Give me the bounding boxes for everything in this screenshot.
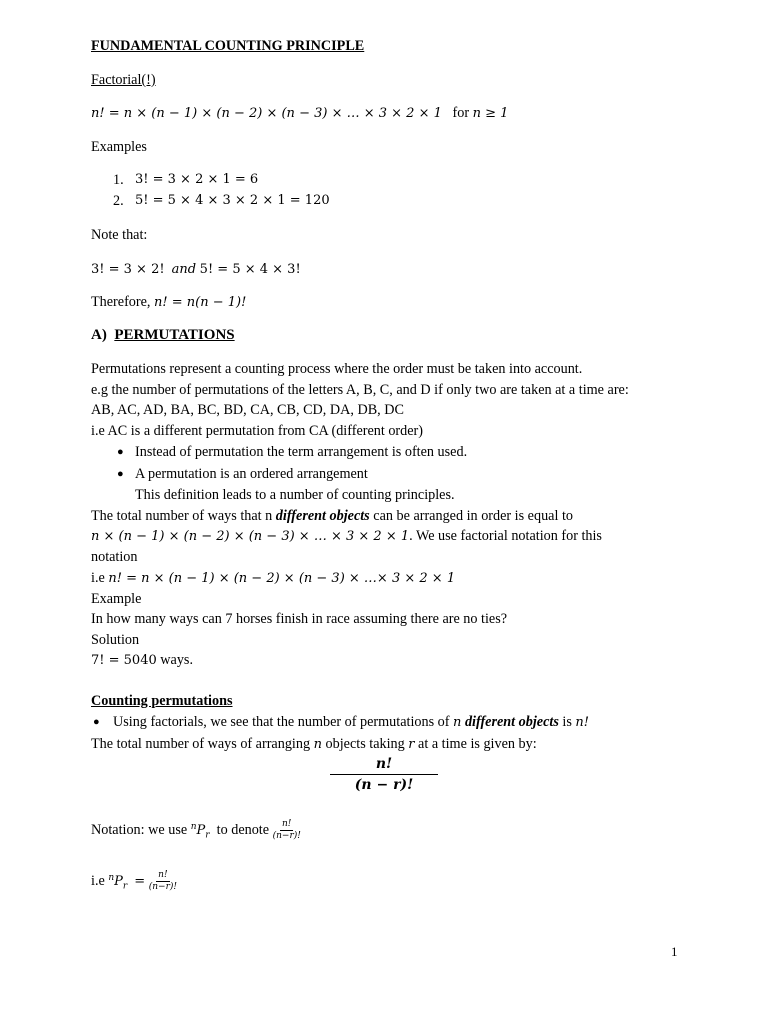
notation-text: Notation: we use xyxy=(91,822,191,838)
page-title: FUNDAMENTAL COUNTING PRINCIPLE xyxy=(91,38,365,54)
section-a-heading xyxy=(91,326,235,344)
example-text: 3! = 3 × 2 × 1 = 6 xyxy=(135,172,259,187)
total-ways-math-line xyxy=(91,527,602,546)
total-ways-tail: . We use factorial notation for this xyxy=(409,528,602,544)
example-heading: Example xyxy=(91,591,142,607)
bullet-text: Instead of permutation the term arrangement is often used. xyxy=(135,444,468,460)
counting-bullet-nf: n! xyxy=(575,715,590,730)
note-line xyxy=(91,260,301,279)
factorial-condition: n ≥ 1 xyxy=(472,106,509,121)
arrange-post: at a time is given by: xyxy=(414,736,537,752)
perm-line: Permutations represent a counting process where the order must be taken into account. xyxy=(91,361,583,377)
permutation-denominator: (n − r)! xyxy=(354,777,414,793)
example-question: In how many ways can 7 horses finish in race assuming there are no ties? xyxy=(91,611,508,627)
permutation-numerator: n! xyxy=(330,755,438,775)
solution-tail: ways. xyxy=(156,652,194,668)
example-number: 2. xyxy=(113,193,124,209)
bullet-icon: ● xyxy=(117,446,124,458)
therefore-text: Therefore, xyxy=(91,294,155,310)
notation-line xyxy=(91,816,301,850)
npr-symbol: $^nP_r$ xyxy=(108,873,128,892)
factorial-condition-text: for xyxy=(452,105,473,121)
npr-symbol: $^nP_r$ xyxy=(190,822,210,841)
page-number: 1 xyxy=(671,944,678,959)
notation-word: notation xyxy=(91,549,138,565)
ie-text: i.e xyxy=(91,570,109,586)
solution-line xyxy=(91,651,193,670)
arrange-n: n xyxy=(313,737,322,752)
factorial-heading: Factorial(!) xyxy=(91,72,156,88)
total-ways-math: n × (n − 1) × (n − 2) × (n − 3) × … × 3 × 2 × 1 xyxy=(91,529,410,544)
section-a-prefix: A) xyxy=(91,327,107,343)
therefore-line xyxy=(91,293,246,312)
ie2-text: i.e xyxy=(91,873,109,889)
ie2-fraction: $\frac{n!}{(n-r)!}$ xyxy=(148,870,178,893)
example-number: 1. xyxy=(113,172,124,188)
solution-math: 7! = 5040 xyxy=(91,653,157,668)
total-ways-line xyxy=(91,507,573,525)
counting-heading: Counting permutations xyxy=(91,693,233,709)
note-math-2: 5! = 5 × 4 × 3! xyxy=(199,262,301,277)
total-ways-emphasis: different objects xyxy=(275,508,370,524)
factorial-formula-line xyxy=(91,104,508,123)
solution-heading: Solution xyxy=(91,632,140,648)
total-ways-text-end: can be arranged in order is equal to xyxy=(369,508,573,524)
arrange-mid: objects taking xyxy=(321,736,409,752)
arrange-text: The total number of ways of arranging xyxy=(91,736,314,752)
perm-line: i.e AC is a different permutation from CA (different order) xyxy=(91,423,423,439)
counting-bullet-emphasis: different objects xyxy=(464,714,559,730)
factorial-formula: n! = n × (n − 1) × (n − 2) × (n − 3) × … × 3 × 2 × 1 xyxy=(91,106,442,121)
arrange-r: r xyxy=(408,737,415,752)
example-text: 5! = 5 × 4 × 3 × 2 × 1 = 120 xyxy=(135,193,330,208)
perm-line: e.g the number of permutations of the letters A, B, C, and D if only two are taken at a time are: xyxy=(91,382,629,398)
notation-fraction: $\frac{n!}{(n-r)!}$ xyxy=(272,819,301,842)
ie2-line xyxy=(91,867,177,901)
arrange-line xyxy=(91,735,537,754)
therefore-math: n! = n(n − 1)! xyxy=(154,295,247,310)
bullet-text: A permutation is an ordered arrangement xyxy=(135,466,368,482)
ie-math: n! = n × (n − 1) × (n − 2) × (n − 3) × …× 3 × 2 × 1 xyxy=(108,571,456,586)
perm-line: AB, AC, AD, BA, BC, BD, CA, CB, CD, DA, DB, DC xyxy=(91,402,404,418)
definition-line: This definition leads to a number of counting principles. xyxy=(135,487,455,503)
note-heading: Note that: xyxy=(91,227,148,243)
counting-bullet-n: n xyxy=(453,715,462,730)
section-a-title: PERMUTATIONS xyxy=(114,327,235,343)
counting-bullet-is: is xyxy=(558,714,576,730)
examples-heading: Examples xyxy=(91,139,147,155)
ie2-equals: = xyxy=(134,874,146,889)
note-math-1: 3! = 3 × 2! xyxy=(91,262,165,277)
permutation-formula xyxy=(330,755,438,795)
bullet-icon: ● xyxy=(117,468,124,480)
counting-bullet-text: Using factorials, we see that the number of permutations of xyxy=(113,714,454,730)
note-and: and xyxy=(171,262,197,277)
total-ways-text: The total number of ways that n xyxy=(91,508,276,524)
notation-mid: to denote xyxy=(216,822,270,838)
ie-line xyxy=(91,569,455,588)
bullet-icon: ● xyxy=(93,716,100,728)
